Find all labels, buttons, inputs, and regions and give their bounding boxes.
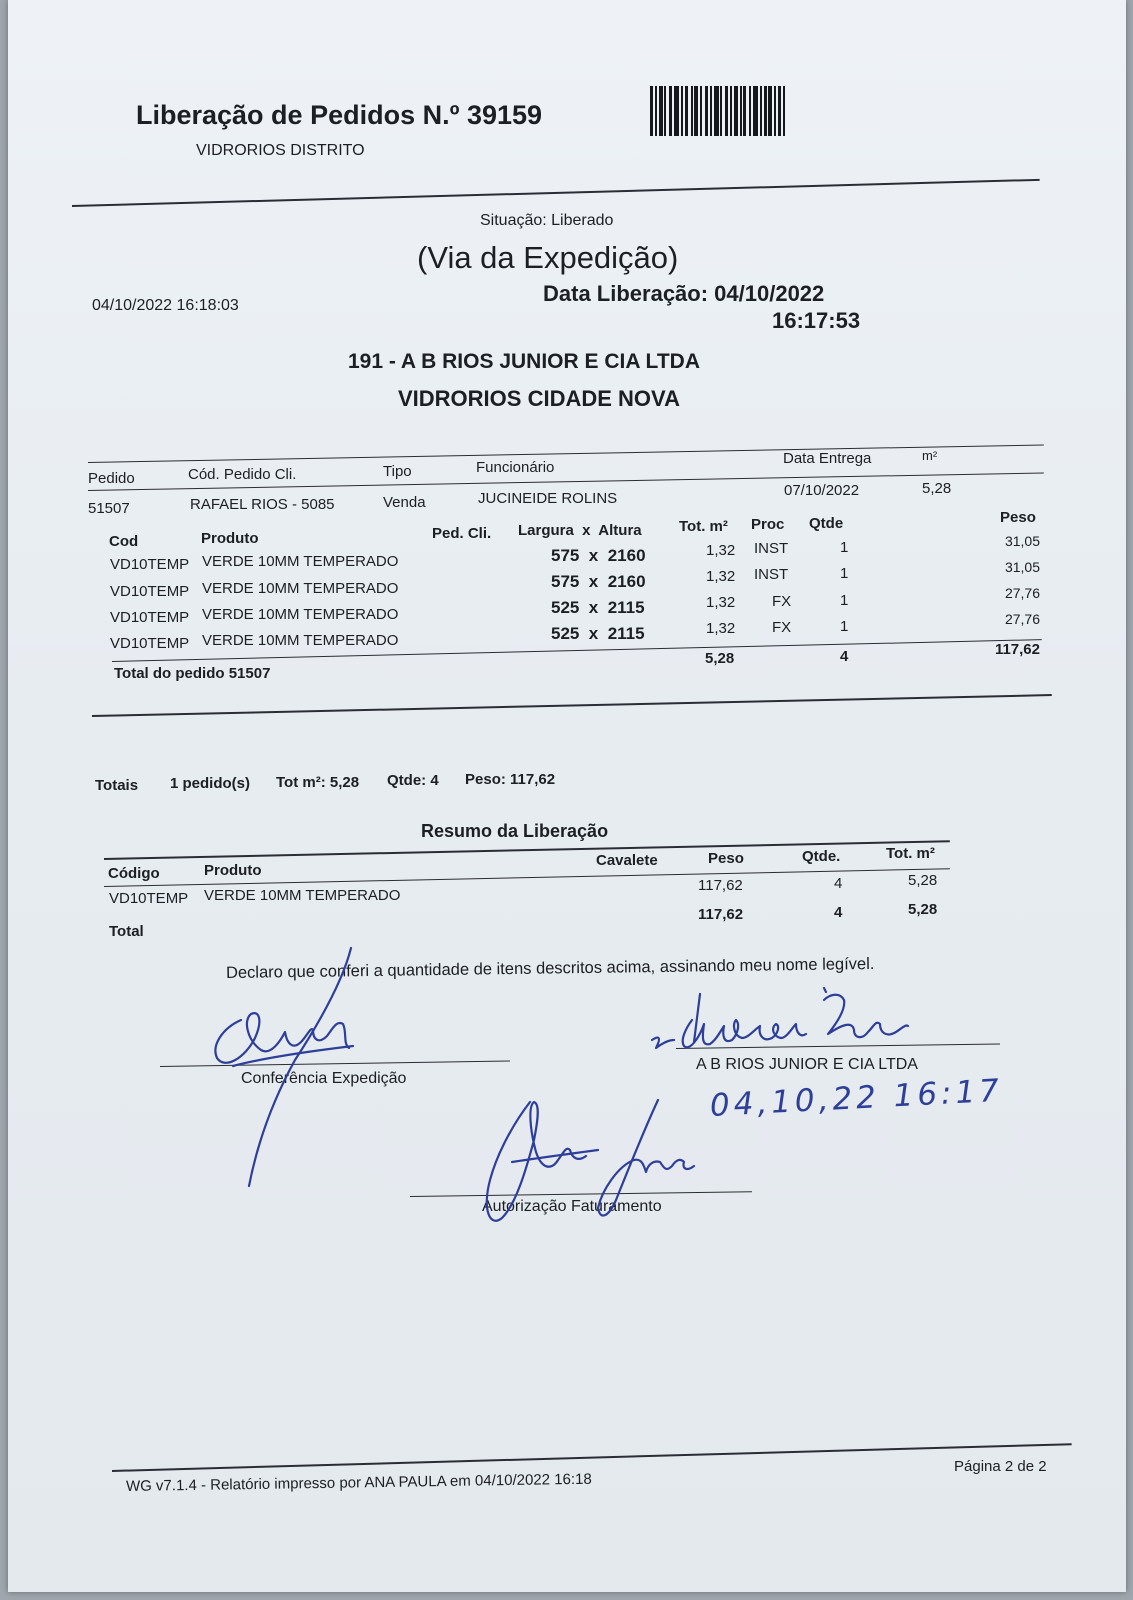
row-cod: VD10TEMP bbox=[110, 583, 190, 600]
row-peso: 27,76 bbox=[1004, 611, 1040, 627]
row-qtde: 1 bbox=[840, 539, 849, 556]
row-produto: VERDE 10MM TEMPERADO bbox=[202, 632, 399, 649]
row-proc: FX bbox=[772, 593, 792, 610]
resumo-col-codigo: Código bbox=[108, 865, 160, 882]
resumo-row-peso: 117,62 bbox=[698, 877, 743, 894]
row-qtde: 1 bbox=[840, 618, 849, 635]
order-top-rule bbox=[88, 444, 1044, 463]
conferencia-label: Conferência Expedição bbox=[241, 1070, 407, 1087]
signature-company-icon bbox=[640, 980, 930, 1075]
resumo-row-tot-m2: 5,28 bbox=[908, 872, 938, 889]
row-qtde: 1 bbox=[840, 565, 849, 582]
data-liberacao-time: 16:17:53 bbox=[772, 308, 861, 333]
totais-peso: Peso: 117,62 bbox=[465, 771, 556, 788]
order-total-label: Total do pedido 51507 bbox=[114, 665, 271, 682]
row-dim: 525 x 2115 bbox=[551, 624, 645, 643]
val-funcionario: JUCINEIDE ROLINS bbox=[478, 490, 618, 507]
col-produto: Produto bbox=[201, 530, 259, 547]
val-cod-pedido-cli: RAFAEL RIOS - 5085 bbox=[190, 496, 335, 513]
totais-m2: Tot m²: 5,28 bbox=[276, 774, 360, 791]
client-name: 191 - A B RIOS JUNIOR E CIA LTDA bbox=[348, 350, 700, 373]
totais-label: Totais bbox=[95, 777, 139, 794]
resumo-total-label: Total bbox=[109, 923, 144, 940]
row-peso: 27,76 bbox=[1004, 585, 1040, 601]
row-tot-m2: 1,32 bbox=[706, 542, 736, 559]
client-store: VIDRORIOS CIDADE NOVA bbox=[398, 386, 680, 411]
val-tipo: Venda bbox=[383, 494, 426, 511]
row-cod: VD10TEMP bbox=[110, 609, 190, 626]
totais-qtde: Qtde: 4 bbox=[387, 772, 439, 789]
row-produto: VERDE 10MM TEMPERADO bbox=[202, 606, 399, 623]
footer-rule bbox=[112, 1443, 1072, 1472]
handwritten-date: 04,10,22 16:17 bbox=[709, 1072, 1004, 1124]
resumo-total-qtde: 4 bbox=[834, 904, 843, 921]
row-proc: INST bbox=[754, 540, 789, 557]
issuer-company: VIDRORIOS DISTRITO bbox=[196, 142, 365, 159]
header-divider bbox=[72, 179, 1040, 207]
row-cod: VD10TEMP bbox=[110, 556, 190, 573]
col-data-entrega: Data Entrega bbox=[783, 450, 872, 467]
footer-printed-by: WG v7.1.4 - Relatório impresso por ANA PAULA em 04/10/2022 16:18 bbox=[125, 1470, 592, 1495]
order-bottom-rule bbox=[92, 694, 1052, 717]
resumo-row-qtde: 4 bbox=[834, 875, 843, 892]
row-tot-m2: 1,32 bbox=[706, 568, 736, 585]
val-data-entrega: 07/10/2022 bbox=[784, 482, 860, 499]
resumo-col-cavalete: Cavalete bbox=[596, 852, 658, 869]
resumo-total-tot-m2: 5,28 bbox=[908, 901, 938, 918]
val-m2: 5,28 bbox=[922, 480, 952, 497]
col-cod: Cod bbox=[109, 533, 139, 550]
col-peso: Peso bbox=[1000, 509, 1036, 526]
row-dim: 575 x 2160 bbox=[551, 572, 646, 591]
row-produto: VERDE 10MM TEMPERADO bbox=[202, 553, 399, 570]
order-total-m2: 5,28 bbox=[705, 650, 735, 667]
document-page bbox=[8, 0, 1126, 1592]
val-pedido: 51507 bbox=[88, 500, 130, 517]
declaration-text: Declaro que conferi a quantidade de itens descritos acima, assinando meu nome legível. bbox=[225, 954, 875, 982]
data-liberacao: Data Liberação: 04/10/2022 bbox=[543, 281, 825, 306]
col-largura-altura: Largura x Altura bbox=[518, 522, 642, 539]
order-total-peso: 117,62 bbox=[994, 641, 1040, 658]
situacao-text: Situação: Liberado bbox=[480, 212, 614, 229]
resumo-col-tot-m2: Tot. m² bbox=[886, 845, 935, 862]
col-m2: m² bbox=[922, 448, 938, 463]
page-number: Página 2 de 2 bbox=[954, 1458, 1047, 1475]
company-signature-label: A B RIOS JUNIOR E CIA LTDA bbox=[696, 1056, 918, 1073]
col-proc: Proc bbox=[751, 516, 785, 533]
col-tot-m2: Tot. m² bbox=[679, 518, 728, 535]
col-cod-pedido-cli: Cód. Pedido Cli. bbox=[188, 466, 297, 483]
row-produto: VERDE 10MM TEMPERADO bbox=[202, 580, 399, 597]
row-dim: 525 x 2115 bbox=[551, 598, 645, 617]
col-funcionario: Funcionário bbox=[476, 459, 555, 476]
row-tot-m2: 1,32 bbox=[706, 620, 736, 637]
resumo-col-qtde: Qtde. bbox=[802, 848, 841, 865]
col-ped-cli: Ped. Cli. bbox=[432, 525, 492, 542]
row-qtde: 1 bbox=[840, 592, 849, 609]
resumo-col-peso: Peso bbox=[708, 850, 744, 867]
row-dim: 575 x 2160 bbox=[551, 546, 646, 565]
col-qtde: Qtde bbox=[809, 515, 844, 532]
order-total-qtde: 4 bbox=[840, 648, 849, 665]
totais-pedidos: 1 pedido(s) bbox=[170, 775, 251, 792]
row-peso: 31,05 bbox=[1004, 533, 1040, 549]
barcode-icon bbox=[650, 86, 826, 136]
autorizacao-label: Autorização Faturamento bbox=[482, 1198, 662, 1215]
document-title: Liberação de Pedidos N.º 39159 bbox=[136, 100, 543, 130]
resumo-col-produto: Produto bbox=[204, 862, 262, 879]
col-pedido: Pedido bbox=[88, 470, 135, 487]
row-peso: 31,05 bbox=[1004, 559, 1040, 575]
col-tipo: Tipo bbox=[383, 463, 412, 480]
signature-autorizacao-icon bbox=[468, 1090, 708, 1240]
resumo-row-produto: VERDE 10MM TEMPERADO bbox=[204, 887, 401, 904]
row-cod: VD10TEMP bbox=[110, 635, 190, 652]
row-tot-m2: 1,32 bbox=[706, 594, 736, 611]
signature-conferencia-icon bbox=[203, 940, 373, 1190]
via-text: (Via da Expedição) bbox=[417, 240, 679, 275]
resumo-row-codigo: VD10TEMP bbox=[109, 890, 189, 907]
resumo-title: Resumo da Liberação bbox=[421, 821, 609, 841]
row-proc: FX bbox=[772, 619, 792, 636]
resumo-total-peso: 117,62 bbox=[698, 906, 744, 923]
row-proc: INST bbox=[754, 566, 789, 583]
print-datetime: 04/10/2022 16:18:03 bbox=[92, 297, 239, 314]
